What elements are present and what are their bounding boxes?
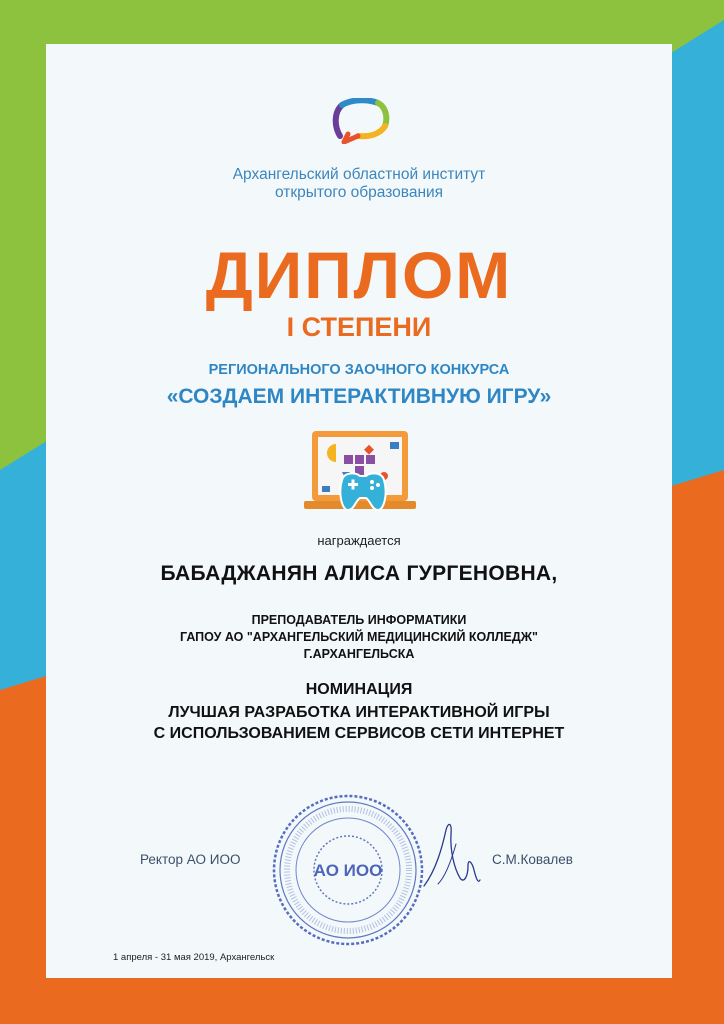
nomination-line-2: С ИСПОЛЬЗОВАНИЕМ СЕРВИСОВ СЕТИ ИНТЕРНЕТ — [153, 725, 565, 742]
speech-bubble-logo-icon — [330, 98, 392, 144]
recipient-name: БАБАДЖАНЯН АЛИСА ГУРГЕНОВНА, — [160, 562, 558, 585]
contest-name: «СОЗДАЕМ ИНТЕРАКТИВНУЮ ИГРУ» — [166, 385, 552, 408]
institute-name-line1: Архангельский областной институт — [232, 166, 486, 183]
institute-name — [46, 166, 672, 202]
nomination-text — [46, 702, 672, 744]
handwritten-signature — [418, 818, 488, 890]
official-stamp — [270, 792, 426, 948]
recipient-organization: ГАПОУ АО "АРХАНГЕЛЬСКИЙ МЕДИЦИНСКИЙ КОЛЛЕДЖ" — [180, 630, 538, 644]
awarded-label: награждается — [317, 533, 401, 548]
rector-name: С.М.Ковалев — [492, 852, 573, 867]
recipient-details — [46, 612, 672, 663]
recipient-city: Г.АРХАНГЕЛЬСКА — [303, 647, 415, 661]
laptop-gamepad-icon — [304, 428, 416, 518]
institute-name-line2: открытого образования — [274, 184, 444, 201]
diploma-title: ДИПЛОМ — [205, 238, 513, 312]
stamp-center-text: АО ИОО — [313, 861, 383, 880]
contest-kind: РЕГИОНАЛЬНОГО ЗАОЧНОГО КОНКУРСА — [208, 362, 510, 378]
nomination-title: НОМИНАЦИЯ — [305, 681, 413, 698]
rector-title: Ректор АО ИОО — [140, 852, 241, 867]
nomination-line-1: ЛУЧШАЯ РАЗРАБОТКА ИНТЕРАКТИВНОЙ ИГРЫ — [168, 704, 550, 721]
recipient-position: ПРЕПОДАВАТЕЛЬ ИНФОРМАТИКИ — [251, 613, 467, 627]
event-dates: 1 апреля - 31 мая 2019, Архангельск — [113, 952, 275, 963]
diploma-degree: I СТЕПЕНИ — [286, 312, 432, 342]
